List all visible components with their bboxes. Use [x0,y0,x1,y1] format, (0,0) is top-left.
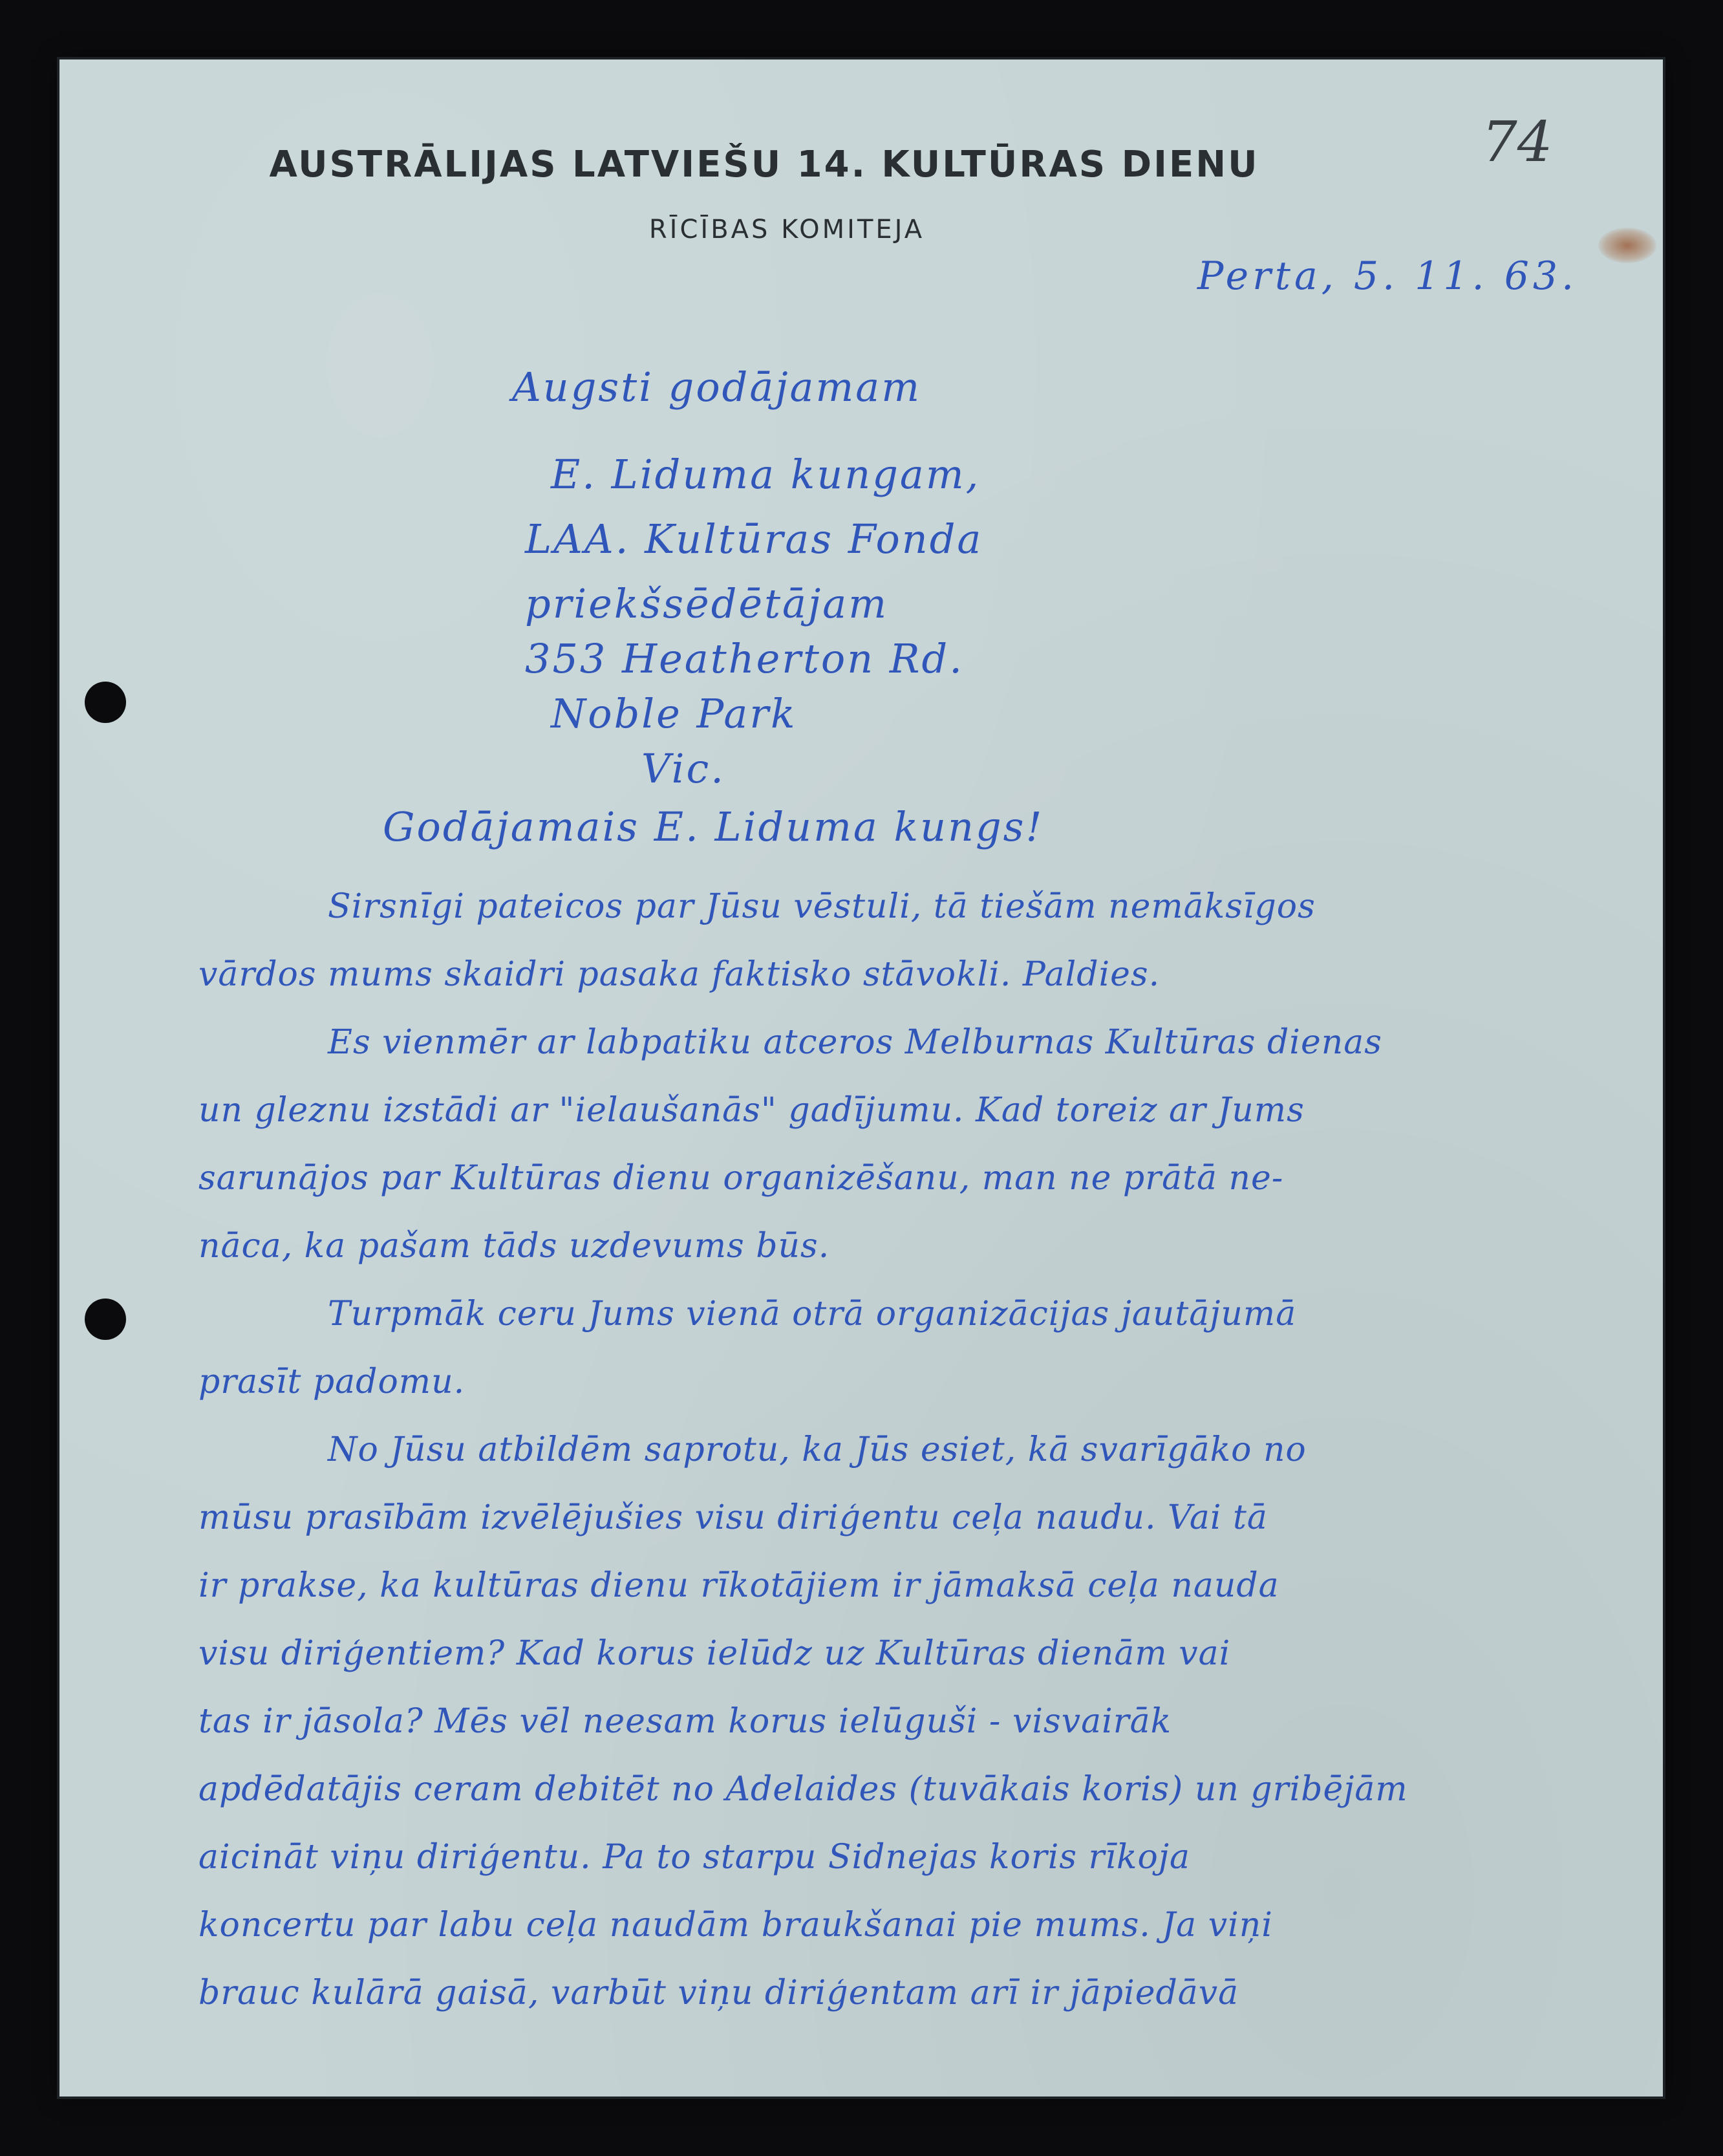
address-line: LAA. Kultūras Fonda [525,515,983,563]
body-line: tas ir jāsola? Mēs vēl neesam korus ielūguši - visvairāk [198,1702,1172,1741]
address-line: Augsti godājamam [512,363,922,411]
body-line: ir prakse, ka kultūras dienu rīkotājiem ir jāmaksā ceļa nauda [198,1566,1279,1605]
punch-hole [85,682,126,723]
body-line: vārdos mums skaidri pasaka faktisko stāvokli. Paldies. [198,955,1161,994]
body-line: un gleznu izstādi ar "ielaušanās" gadījumu. Kad toreiz ar Jums [198,1091,1305,1130]
archive-page-number: 74 [1482,110,1553,175]
address-line: Noble Park [551,690,797,737]
punch-hole [85,1299,126,1340]
body-line: visu diriģentiem? Kad korus ielūdz uz Kultūras dienām vai [198,1634,1231,1673]
body-line: prasīt padomu. [198,1363,466,1401]
address-line: priekšsēdētājam [525,580,888,627]
body-line: mūsu prasībām izvēlējušies visu diriģentu ceļa naudu. Vai tā [198,1498,1268,1537]
paper-stain [1598,228,1656,263]
body-line: brauc kulārā gaisā, varbūt viņu diriģentam arī ir jāpiedāvā [198,1974,1239,2012]
letter-page [59,59,1663,2097]
body-line: koncertu par labu ceļa naudām braukšanai pie mums. Ja viņi [198,1906,1273,1945]
address-line: E. Liduma kungam, [551,451,981,498]
salutation: Godājamais E. Liduma kungs! [383,803,1044,850]
body-line: Turpmāk ceru Jums vienā otrā organizācijas jautājumā [328,1295,1297,1333]
body-line: No Jūsu atbildēm saprotu, ka Jūs esiet, kā svarīgāko no [328,1430,1307,1469]
body-line: apdēdatājis ceram debitēt no Adelaides (tuvākais koris) un gribējām [198,1770,1408,1809]
body-line: nāca, ka pašam tāds uzdevums būs. [198,1227,830,1266]
body-line: aicināt viņu diriģentu. Pa to starpu Sidnejas koris rīkoja [198,1838,1190,1877]
address-line: 353 Heatherton Rd. [525,635,964,682]
address-line: Vic. [641,745,725,792]
letterhead-title: AUSTRĀLIJAS LATVIEŠU 14. KULTŪRAS DIENU [269,144,1259,186]
letter-date: Perta, 5. 11. 63. [1197,253,1578,299]
body-line: Es vienmēr ar labpatiku atceros Melburnas Kultūras dienas [328,1023,1382,1062]
letterhead-subtitle: RĪCĪBAS KOMITEJA [648,215,925,244]
body-line: sarunājos par Kultūras dienu organizēšanu, man ne prātā ne- [198,1159,1284,1198]
body-line: Sirsnīgi pateicos par Jūsu vēstuli, tā tiešām nemāksīgos [328,887,1316,926]
